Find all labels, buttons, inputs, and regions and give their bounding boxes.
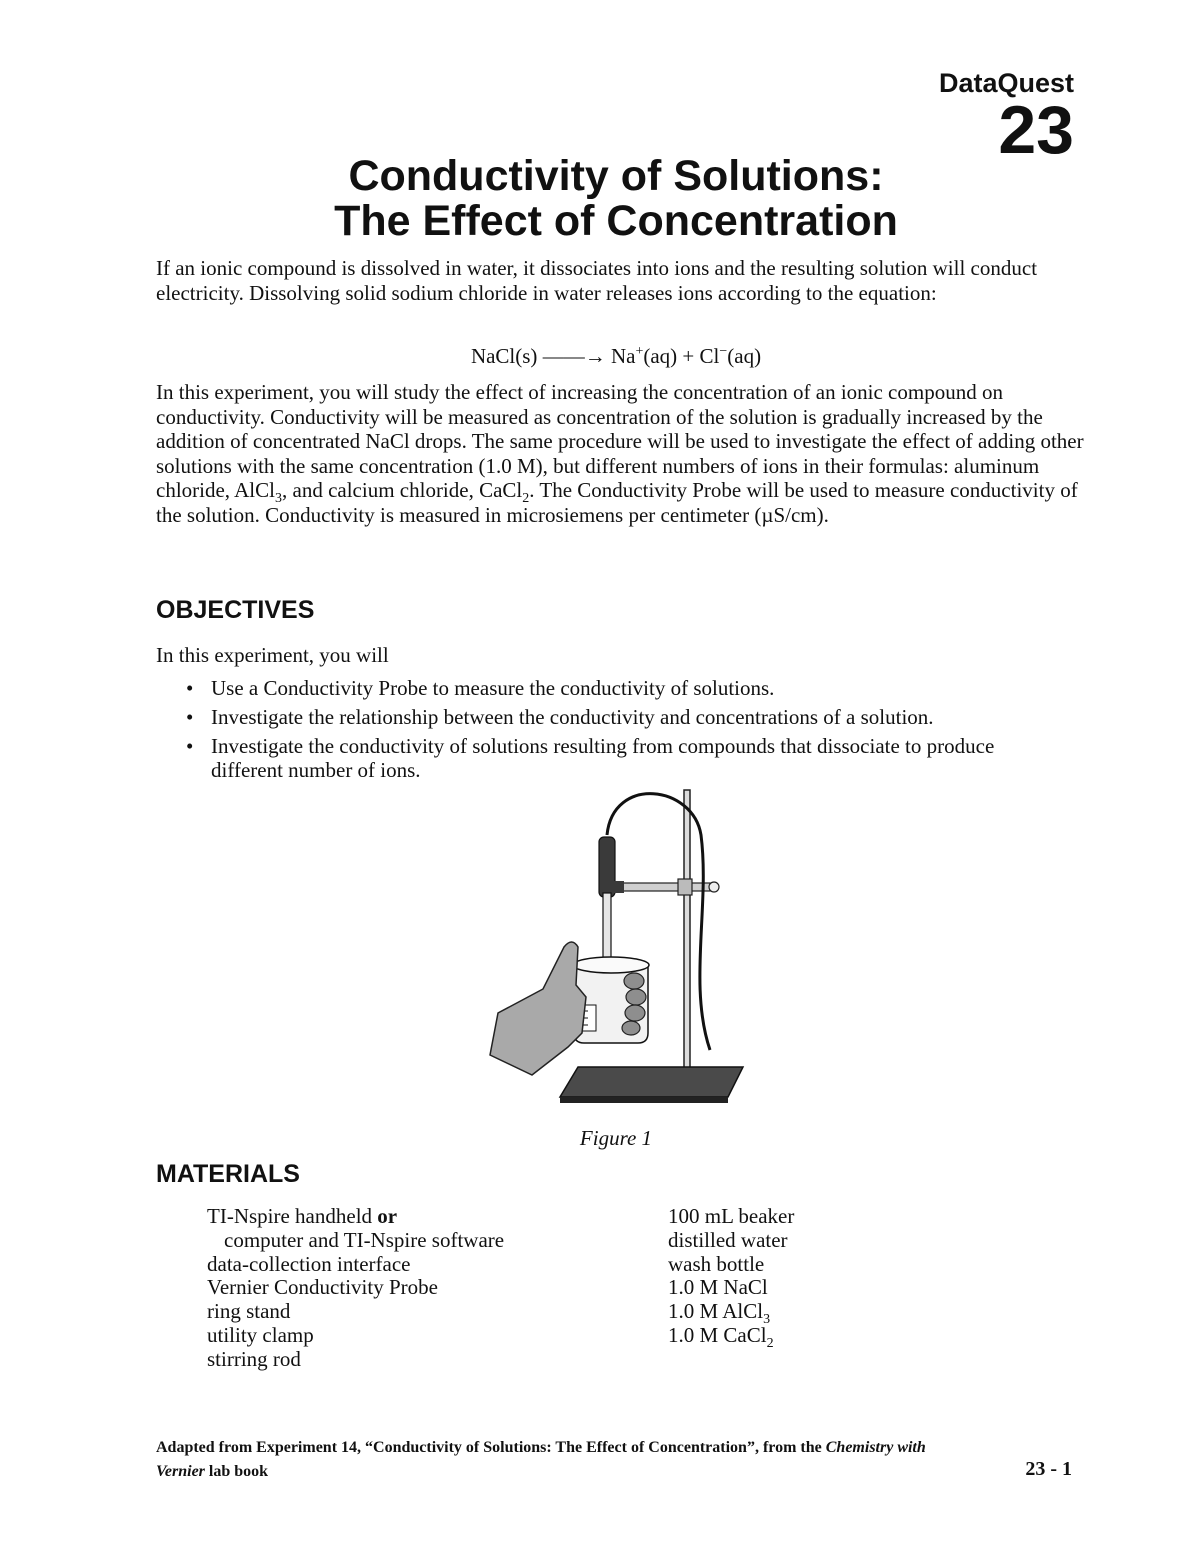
materials-item-text: 1.0 M CaCl <box>668 1322 767 1347</box>
intro-p2-subscript-1: 3 <box>275 491 282 507</box>
equation-sodium: Na <box>610 344 636 368</box>
dataquest-label: DataQuest <box>938 68 1074 98</box>
materials-item: wash bottle <box>668 1251 765 1276</box>
page-number: 23 - 1 <box>1025 1458 1072 1480</box>
materials-item <box>207 1205 504 1229</box>
materials-item: distilled water <box>668 1227 788 1252</box>
materials-item: data-collection interface <box>207 1251 411 1276</box>
equation-chloride-state: (aq) <box>727 344 762 368</box>
equation-reactant: NaCl(s) <box>470 344 538 368</box>
objective-item: • Use a Conductivity Probe to measure the conductivity of solutions. <box>186 676 1066 700</box>
equation-arrow: ——→ <box>542 344 606 368</box>
materials-item-or: or <box>377 1204 398 1228</box>
dissociation-equation <box>0 344 1200 369</box>
figure-caption: Figure 1 <box>579 1126 653 1150</box>
objectives-lead: In this experiment, you will <box>156 643 389 667</box>
objectives-heading: OBJECTIVES <box>156 596 315 624</box>
materials-item <box>668 1322 794 1352</box>
materials-item <box>668 1299 794 1328</box>
materials-item-text: 1.0 M AlCl <box>668 1299 764 1324</box>
materials-list-left <box>207 1205 504 1372</box>
footer-book-title-1: Chemistry with <box>825 1439 926 1456</box>
intro-p2-part-1: In this experiment, you will study the effect of increasing the concentration of an ionic compound on conductivity. Conductivity will be measured as concentration of the solution is gradually increased by the addition of concentrated NaCl drops. The same procedure will be used to investigate the effect of adding other solutions with the same concentration (1.0 M), but different numbers of ions in their formulas: aluminum chloride, AlCl <box>156 380 1084 502</box>
page-title-line-1: Conductivity of Solutions: <box>348 152 884 200</box>
footer-text-part-2: lab book <box>204 1463 269 1480</box>
intro-p2-part-3: . The Conductivity Probe will be used to measure conductivity of the solution. Conductivity is measured in microsiemens per centimeter (µS/cm). <box>156 478 1078 527</box>
equation-sodium-charge: + <box>635 344 644 359</box>
materials-item: stirring rod <box>207 1346 301 1371</box>
materials-item-subscript: 3 <box>763 1312 771 1328</box>
materials-item: computer and TI-Nspire software <box>224 1227 505 1252</box>
objectives-list <box>186 676 1066 787</box>
ring-stand <box>560 790 743 1103</box>
footer-book-title-2: Vernier <box>156 1463 205 1480</box>
materials-item: 100 mL beaker <box>668 1204 795 1228</box>
page-title-line-2: The Effect of Concentration <box>334 197 898 245</box>
materials-item: Vernier Conductivity Probe <box>207 1275 438 1300</box>
materials-item: ring stand <box>207 1299 291 1324</box>
objective-item: • Investigate the conductivity of solutions resulting from compounds that dissociate to produce different number of ions. <box>186 734 1066 782</box>
materials-list-right <box>668 1204 795 1352</box>
objective-item: • Investigate the relationship between the conductivity and concentrations of a solution. <box>186 705 1066 729</box>
materials-item: utility clamp <box>207 1322 314 1347</box>
materials-item-text: TI-Nspire handheld <box>207 1204 378 1228</box>
intro-p2-subscript-2: 2 <box>522 491 530 507</box>
intro-p2-part-2: , and calcium chloride, CaCl <box>282 478 523 502</box>
materials-item: 1.0 M NaCl <box>668 1275 768 1300</box>
experiment-number: 23 <box>998 92 1074 168</box>
intro-paragraph-2 <box>156 380 1086 527</box>
equation-sodium-state: (aq) + Cl <box>643 344 720 368</box>
apparatus-figure <box>488 785 748 1115</box>
materials-item-subscript: 2 <box>766 1336 774 1352</box>
footer-text-part-1: Adapted from Experiment 14, “Conductivity of Solutions: The Effect of Concentration”, from the <box>156 1439 826 1456</box>
materials-heading: MATERIALS <box>156 1160 300 1188</box>
equation-chloride-charge: − <box>719 344 728 359</box>
footer-attribution <box>156 1436 1066 1484</box>
intro-paragraph-1: If an ionic compound is dissolved in water, it dissociates into ions and the resulting solution will conduct electricity. Dissolving solid sodium chloride in water releases ions according to the equation: <box>156 256 1038 305</box>
